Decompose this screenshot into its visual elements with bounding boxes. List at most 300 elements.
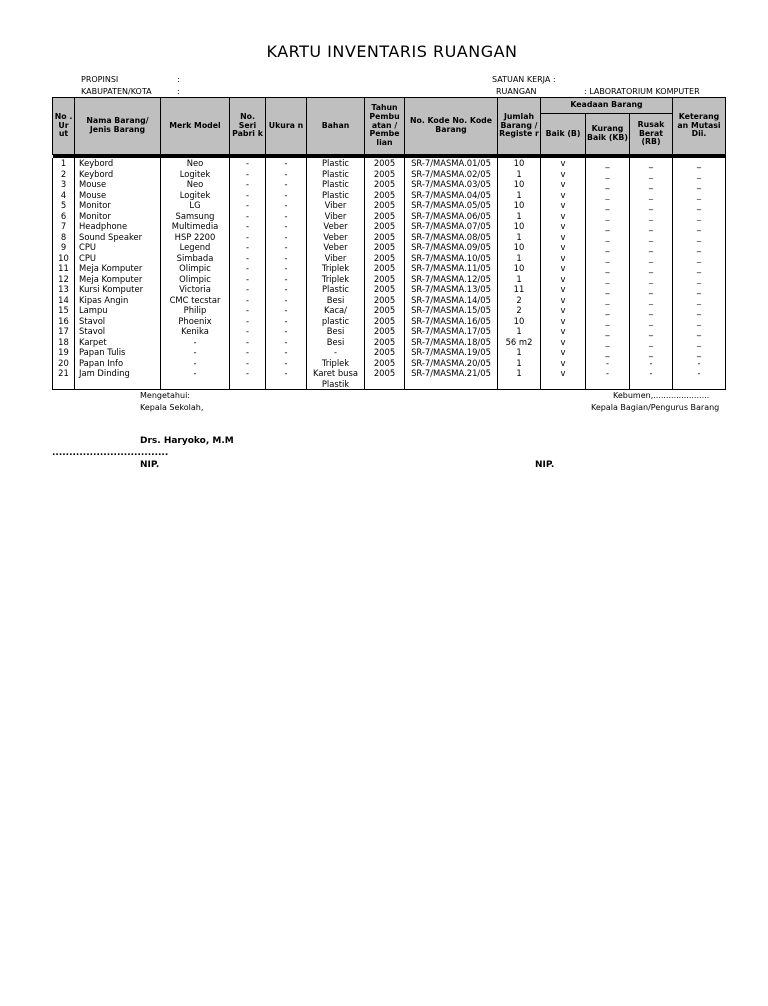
col-nama: Stavol xyxy=(75,316,161,327)
header-bahan: Bahan xyxy=(307,98,365,155)
col-kode: SR-7/MASMA.07/05 xyxy=(405,221,498,232)
col-keterangan: - xyxy=(673,358,726,369)
col-bahan: Triplek xyxy=(307,358,365,369)
col-kurang: _ xyxy=(586,169,630,180)
col-keterangan: _ xyxy=(673,326,726,337)
col-kurang: - xyxy=(586,358,630,369)
col-rusak: - xyxy=(630,358,673,369)
col-ukuran: - xyxy=(266,200,307,211)
mengetahui-label: Mengetahui: xyxy=(140,391,190,400)
col-nama: Stavol xyxy=(75,326,161,337)
col-seri: - xyxy=(230,253,266,264)
col-seri: - xyxy=(230,316,266,327)
col-merk: - xyxy=(161,358,230,369)
col-bahan: Viber xyxy=(307,200,365,211)
col-tahun: 2005 xyxy=(365,358,405,369)
col-seri: - xyxy=(230,232,266,243)
col-ukuran: - xyxy=(266,337,307,348)
col-nama: Lampu xyxy=(75,305,161,316)
table-row xyxy=(53,263,726,274)
col-keterangan: - xyxy=(673,368,726,390)
header-tahun: Tahun Pembu atan / Pembe lian xyxy=(365,98,405,155)
col-keterangan: _ xyxy=(673,284,726,295)
col-merk: Multimedia xyxy=(161,221,230,232)
col-baik: v xyxy=(541,368,586,390)
col-nama: Keybord xyxy=(75,169,161,180)
col-kurang: _ xyxy=(586,326,630,337)
col-keterangan: _ xyxy=(673,253,726,264)
col-bahan: Plastic xyxy=(307,284,365,295)
table-row xyxy=(53,253,726,264)
col-merk: Simbada xyxy=(161,253,230,264)
header-keterangan: Keterang an Mutasi Dii. xyxy=(673,98,726,155)
col-baik: v xyxy=(541,284,586,295)
col-baik: v xyxy=(541,221,586,232)
col-baik: v xyxy=(541,169,586,180)
col-jumlah: 1 xyxy=(498,211,541,222)
col-tahun: 2005 xyxy=(365,263,405,274)
table-row xyxy=(53,200,726,211)
col-kurang: - xyxy=(586,368,630,390)
col-rusak: _ xyxy=(630,316,673,327)
col-kurang: _ xyxy=(586,242,630,253)
col-keterangan: _ xyxy=(673,211,726,222)
col-kurang: _ xyxy=(586,190,630,201)
col-bahan: Besi xyxy=(307,337,365,348)
col-seri: - xyxy=(230,305,266,316)
col-seri: - xyxy=(230,158,266,169)
col-seri: - xyxy=(230,284,266,295)
col-no: 19 xyxy=(53,347,75,358)
table-row xyxy=(53,274,726,285)
propinsi-label: PROPINSI xyxy=(81,75,119,84)
col-no: 12 xyxy=(53,274,75,285)
col-merk: - xyxy=(161,337,230,348)
col-kode: SR-7/MASMA.18/05 xyxy=(405,337,498,348)
col-ukuran: - xyxy=(266,326,307,337)
col-kode: SR-7/MASMA.20/05 xyxy=(405,358,498,369)
col-rusak: _ xyxy=(630,190,673,201)
col-tahun: 2005 xyxy=(365,200,405,211)
col-bahan: Viber xyxy=(307,211,365,222)
col-kode: SR-7/MASMA.09/05 xyxy=(405,242,498,253)
col-bahan: - xyxy=(307,347,365,358)
col-no: 2 xyxy=(53,169,75,180)
col-keterangan: _ xyxy=(673,316,726,327)
col-kurang: _ xyxy=(586,295,630,306)
col-jumlah: 1 xyxy=(498,368,541,390)
col-tahun: 2005 xyxy=(365,326,405,337)
col-jumlah: 10 xyxy=(498,316,541,327)
col-baik: v xyxy=(541,200,586,211)
col-keterangan: _ xyxy=(673,179,726,190)
col-keterangan: _ xyxy=(673,347,726,358)
col-ukuran: - xyxy=(266,253,307,264)
header-merk: Merk Model xyxy=(161,98,230,155)
col-tahun: 2005 xyxy=(365,211,405,222)
col-merk: HSP 2200 xyxy=(161,232,230,243)
ruangan-value: : LABORATORIUM KOMPUTER xyxy=(584,87,700,96)
col-nama: Karpet xyxy=(75,337,161,348)
col-jumlah: 10 xyxy=(498,263,541,274)
satuan-kerja-label: SATUAN KERJA : xyxy=(492,75,556,84)
col-kurang: _ xyxy=(586,274,630,285)
nip-left: NIP. xyxy=(140,460,160,470)
col-tahun: 2005 xyxy=(365,232,405,243)
col-kurang: _ xyxy=(586,263,630,274)
col-no: 15 xyxy=(53,305,75,316)
col-no: 1 xyxy=(53,158,75,169)
col-tahun: 2005 xyxy=(365,337,405,348)
col-merk: Legend xyxy=(161,242,230,253)
document-title: KARTU INVENTARIS RUANGAN xyxy=(266,42,518,61)
col-seri: - xyxy=(230,326,266,337)
col-ukuran: - xyxy=(266,358,307,369)
col-merk: Logitek xyxy=(161,169,230,180)
col-baik: v xyxy=(541,190,586,201)
col-rusak: - xyxy=(630,368,673,390)
col-ukuran: - xyxy=(266,284,307,295)
kepala-sekolah-label: Kepala Sekolah, xyxy=(140,403,204,412)
col-rusak: _ xyxy=(630,347,673,358)
col-kode: SR-7/MASMA.02/05 xyxy=(405,169,498,180)
col-kurang: _ xyxy=(586,284,630,295)
col-rusak: _ xyxy=(630,200,673,211)
nip-right: NIP. xyxy=(535,460,555,470)
col-merk: - xyxy=(161,347,230,358)
col-bahan: Viber xyxy=(307,253,365,264)
col-no: 10 xyxy=(53,253,75,264)
col-baik: v xyxy=(541,305,586,316)
col-rusak: _ xyxy=(630,232,673,243)
col-tahun: 2005 xyxy=(365,158,405,169)
col-nama: Jam Dinding xyxy=(75,368,161,390)
col-kode: SR-7/MASMA.11/05 xyxy=(405,263,498,274)
signer-name-left: Drs. Haryoko, M.M xyxy=(140,436,234,446)
col-baik: v xyxy=(541,253,586,264)
col-kode: SR-7/MASMA.14/05 xyxy=(405,295,498,306)
table-body xyxy=(53,158,726,390)
col-merk: Philip xyxy=(161,305,230,316)
col-baik: v xyxy=(541,295,586,306)
col-bahan: Triplek xyxy=(307,263,365,274)
col-baik: v xyxy=(541,337,586,348)
kebumen-date-label: Kebumen,...................... xyxy=(613,391,710,400)
col-no: 20 xyxy=(53,358,75,369)
col-keterangan: _ xyxy=(673,169,726,180)
col-no: 5 xyxy=(53,200,75,211)
col-seri: - xyxy=(230,221,266,232)
col-baik: v xyxy=(541,316,586,327)
header-baik: Baik (B) xyxy=(541,114,586,155)
col-keterangan: _ xyxy=(673,221,726,232)
col-baik: v xyxy=(541,232,586,243)
col-merk: LG xyxy=(161,200,230,211)
col-jumlah: 56 m2 xyxy=(498,337,541,348)
col-merk: Samsung xyxy=(161,211,230,222)
col-rusak: _ xyxy=(630,284,673,295)
table-row xyxy=(53,358,726,369)
col-nama: CPU xyxy=(75,242,161,253)
col-kode: SR-7/MASMA.21/05 xyxy=(405,368,498,390)
col-no: 9 xyxy=(53,242,75,253)
col-baik: v xyxy=(541,263,586,274)
col-nama: CPU xyxy=(75,253,161,264)
col-kurang: _ xyxy=(586,221,630,232)
col-jumlah: 1 xyxy=(498,326,541,337)
col-jumlah: 1 xyxy=(498,274,541,285)
col-rusak: _ xyxy=(630,253,673,264)
col-kurang: _ xyxy=(586,232,630,243)
col-jumlah: 10 xyxy=(498,221,541,232)
header-seri: No. Seri Pabri k xyxy=(230,98,266,155)
col-bahan: Veber xyxy=(307,221,365,232)
col-nama: Meja Komputer xyxy=(75,274,161,285)
col-kode: SR-7/MASMA.19/05 xyxy=(405,347,498,358)
col-nama: Meja Komputer xyxy=(75,263,161,274)
col-ukuran: - xyxy=(266,316,307,327)
col-nama: Monitor xyxy=(75,200,161,211)
col-kurang: _ xyxy=(586,347,630,358)
col-bahan: Kaca/ xyxy=(307,305,365,316)
col-keterangan: _ xyxy=(673,232,726,243)
col-baik: v xyxy=(541,326,586,337)
col-keterangan: _ xyxy=(673,200,726,211)
col-ukuran: - xyxy=(266,211,307,222)
col-seri: - xyxy=(230,169,266,180)
col-seri: - xyxy=(230,274,266,285)
col-tahun: 2005 xyxy=(365,305,405,316)
col-keterangan: _ xyxy=(673,337,726,348)
col-tahun: 2005 xyxy=(365,284,405,295)
col-no: 13 xyxy=(53,284,75,295)
col-tahun: 2005 xyxy=(365,347,405,358)
col-jumlah: 10 xyxy=(498,158,541,169)
col-rusak: _ xyxy=(630,326,673,337)
propinsi-colon: : xyxy=(177,75,180,84)
col-merk: Olimpic xyxy=(161,263,230,274)
col-keterangan: _ xyxy=(673,190,726,201)
col-nama: Keybord xyxy=(75,158,161,169)
col-merk: Kenika xyxy=(161,326,230,337)
col-merk: Phoenix xyxy=(161,316,230,327)
col-jumlah: 1 xyxy=(498,232,541,243)
col-keterangan: _ xyxy=(673,274,726,285)
col-kurang: _ xyxy=(586,158,630,169)
col-jumlah: 11 xyxy=(498,284,541,295)
col-tahun: 2005 xyxy=(365,368,405,390)
table-row xyxy=(53,190,726,201)
col-keterangan: _ xyxy=(673,263,726,274)
kabupaten-colon: : xyxy=(177,87,180,96)
col-no: 18 xyxy=(53,337,75,348)
table-row xyxy=(53,326,726,337)
col-kode: SR-7/MASMA.08/05 xyxy=(405,232,498,243)
col-bahan: Karet busa Plastik xyxy=(307,368,365,390)
col-baik: v xyxy=(541,358,586,369)
col-baik: v xyxy=(541,274,586,285)
col-rusak: _ xyxy=(630,179,673,190)
col-ukuran: - xyxy=(266,190,307,201)
col-kurang: _ xyxy=(586,316,630,327)
col-jumlah: 2 xyxy=(498,305,541,316)
col-baik: v xyxy=(541,242,586,253)
col-ukuran: - xyxy=(266,305,307,316)
col-baik: v xyxy=(541,158,586,169)
col-merk: Logitek xyxy=(161,190,230,201)
header-keadaan: Keadaan Barang xyxy=(541,98,673,114)
col-no: 7 xyxy=(53,221,75,232)
col-tahun: 2005 xyxy=(365,242,405,253)
col-seri: - xyxy=(230,368,266,390)
col-rusak: _ xyxy=(630,211,673,222)
col-kode: SR-7/MASMA.17/05 xyxy=(405,326,498,337)
col-jumlah: 10 xyxy=(498,179,541,190)
col-ukuran: - xyxy=(266,274,307,285)
col-seri: - xyxy=(230,295,266,306)
col-kode: SR-7/MASMA.06/05 xyxy=(405,211,498,222)
col-ukuran: - xyxy=(266,242,307,253)
col-baik: v xyxy=(541,179,586,190)
col-ukuran: - xyxy=(266,295,307,306)
col-nama: Sound Speaker xyxy=(75,232,161,243)
table-row xyxy=(53,211,726,222)
col-jumlah: 1 xyxy=(498,358,541,369)
col-seri: - xyxy=(230,347,266,358)
col-nama: Mouse xyxy=(75,190,161,201)
col-bahan: Plastic xyxy=(307,158,365,169)
table-row xyxy=(53,169,726,180)
header-nama-barang: Nama Barang/ Jenis Barang xyxy=(75,98,161,155)
col-bahan: Veber xyxy=(307,242,365,253)
col-no: 17 xyxy=(53,326,75,337)
header-no: No . Ur ut xyxy=(53,98,75,155)
col-merk: Olimpic xyxy=(161,274,230,285)
col-tahun: 2005 xyxy=(365,316,405,327)
col-tahun: 2005 xyxy=(365,190,405,201)
table-row xyxy=(53,221,726,232)
col-kode: SR-7/MASMA.05/05 xyxy=(405,200,498,211)
col-rusak: _ xyxy=(630,274,673,285)
col-kurang: _ xyxy=(586,211,630,222)
col-no: 11 xyxy=(53,263,75,274)
kepala-bagian-label: Kepala Bagian/Pengurus Barang xyxy=(591,403,720,412)
col-kurang: _ xyxy=(586,200,630,211)
col-rusak: _ xyxy=(630,305,673,316)
table-row xyxy=(53,242,726,253)
col-seri: - xyxy=(230,211,266,222)
col-kode: SR-7/MASMA.13/05 xyxy=(405,284,498,295)
col-keterangan: _ xyxy=(673,158,726,169)
col-nama: Mouse xyxy=(75,179,161,190)
col-bahan: Besi xyxy=(307,295,365,306)
col-nama: Papan Info xyxy=(75,358,161,369)
header-kode: No. Kode No. Kode Barang xyxy=(405,98,498,155)
col-ukuran: - xyxy=(266,347,307,358)
col-bahan: Triplek xyxy=(307,274,365,285)
col-kode: SR-7/MASMA.12/05 xyxy=(405,274,498,285)
col-no: 8 xyxy=(53,232,75,243)
col-tahun: 2005 xyxy=(365,295,405,306)
col-jumlah: 1 xyxy=(498,253,541,264)
col-jumlah: 1 xyxy=(498,347,541,358)
header-jumlah: Jumlah Barang / Registe r xyxy=(498,98,541,155)
col-ukuran: - xyxy=(266,221,307,232)
ruangan-label: RUANGAN xyxy=(496,87,537,96)
col-seri: - xyxy=(230,200,266,211)
col-jumlah: 10 xyxy=(498,200,541,211)
col-ukuran: - xyxy=(266,179,307,190)
col-tahun: 2005 xyxy=(365,253,405,264)
col-nama: Kursi Komputer xyxy=(75,284,161,295)
col-merk: - xyxy=(161,368,230,390)
col-kurang: _ xyxy=(586,337,630,348)
col-no: 4 xyxy=(53,190,75,201)
col-nama: Kipas Angin xyxy=(75,295,161,306)
col-kode: SR-7/MASMA.15/05 xyxy=(405,305,498,316)
col-kode: SR-7/MASMA.01/05 xyxy=(405,158,498,169)
col-keterangan: _ xyxy=(673,242,726,253)
header-kurang-baik: Kurang Baik (KB) xyxy=(586,114,630,155)
table-row xyxy=(53,316,726,327)
col-tahun: 2005 xyxy=(365,221,405,232)
col-rusak: _ xyxy=(630,263,673,274)
col-nama: Monitor xyxy=(75,211,161,222)
col-seri: - xyxy=(230,337,266,348)
col-tahun: 2005 xyxy=(365,179,405,190)
col-seri: - xyxy=(230,263,266,274)
signature-dots: .................................. xyxy=(52,448,169,458)
col-ukuran: - xyxy=(266,232,307,243)
col-seri: - xyxy=(230,190,266,201)
col-kurang: _ xyxy=(586,253,630,264)
col-kurang: _ xyxy=(586,179,630,190)
col-jumlah: 10 xyxy=(498,242,541,253)
col-bahan: Plastic xyxy=(307,190,365,201)
col-merk: CMC tecstar xyxy=(161,295,230,306)
col-ukuran: - xyxy=(266,169,307,180)
table-row xyxy=(53,232,726,243)
col-bahan: Plastic xyxy=(307,179,365,190)
col-bahan: Plastic xyxy=(307,169,365,180)
col-tahun: 2005 xyxy=(365,274,405,285)
kabupaten-label: KABUPATEN/KOTA xyxy=(81,87,152,96)
col-kurang: _ xyxy=(586,305,630,316)
col-no: 14 xyxy=(53,295,75,306)
col-kode: SR-7/MASMA.10/05 xyxy=(405,253,498,264)
col-rusak: _ xyxy=(630,337,673,348)
col-merk: Neo xyxy=(161,158,230,169)
col-no: 21 xyxy=(53,368,75,390)
col-rusak: _ xyxy=(630,242,673,253)
col-nama: Papan Tulis xyxy=(75,347,161,358)
col-keterangan: _ xyxy=(673,295,726,306)
table-row xyxy=(53,295,726,306)
col-ukuran: - xyxy=(266,263,307,274)
col-baik: v xyxy=(541,211,586,222)
col-seri: - xyxy=(230,179,266,190)
col-rusak: _ xyxy=(630,158,673,169)
table-row xyxy=(53,368,726,390)
col-bahan: plastic xyxy=(307,316,365,327)
table-row xyxy=(53,347,726,358)
col-rusak: _ xyxy=(630,295,673,306)
col-seri: - xyxy=(230,242,266,253)
table-row xyxy=(53,305,726,316)
inventory-table xyxy=(52,97,726,390)
col-nama: Headphone xyxy=(75,221,161,232)
table-row xyxy=(53,337,726,348)
